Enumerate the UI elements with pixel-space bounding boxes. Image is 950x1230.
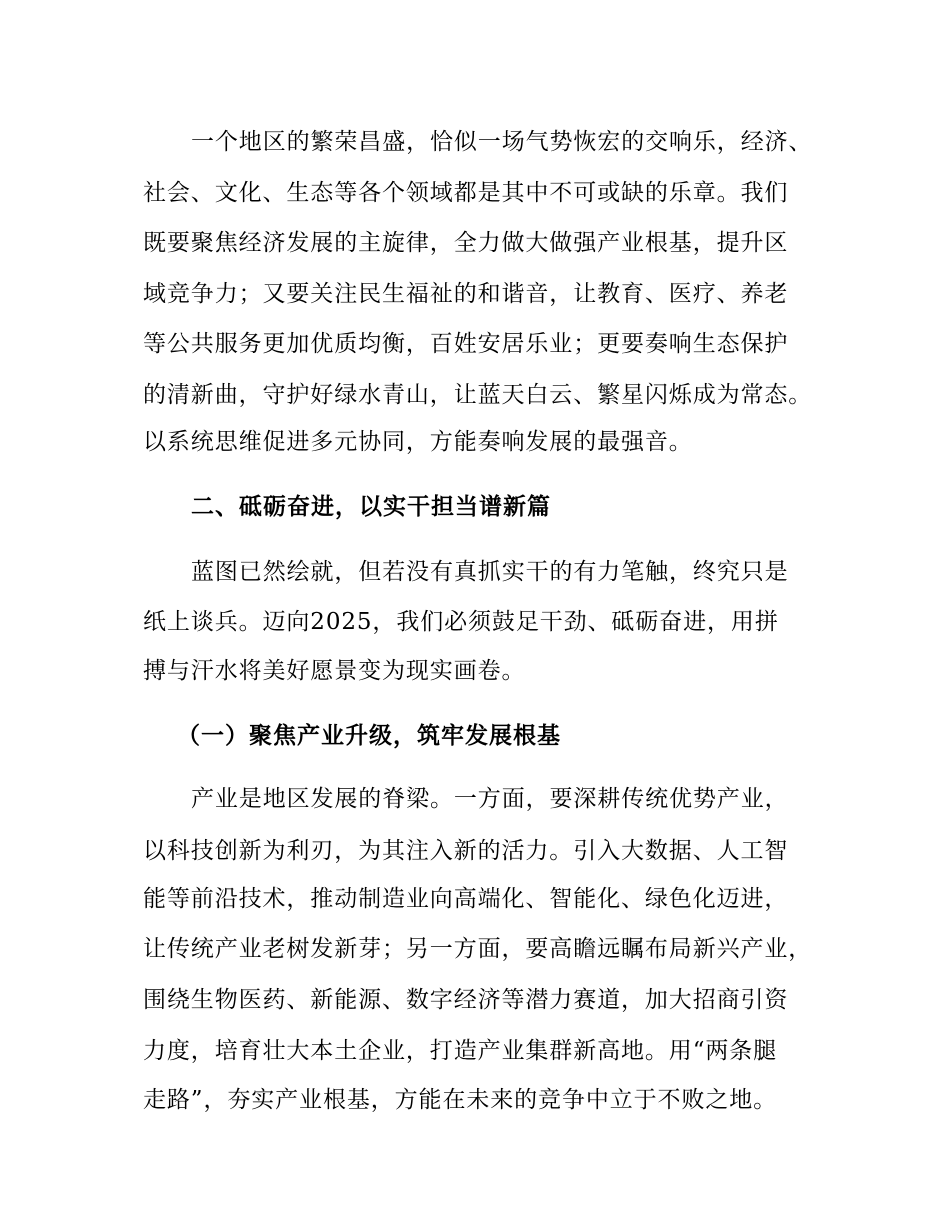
section-heading: 二、砥砺奋进，以实干担当谱新篇: [191, 494, 551, 520]
paragraph-3-line-1: 产业是地区发展的脊梁。一方面，要深耕传统优势产业，: [191, 786, 789, 812]
subsection-heading: （一）聚焦产业升级，筑牢发展根基: [177, 723, 561, 749]
paragraph-2-line-1: 蓝图已然绘就，但若没有真抓实干的有力笔触，终究只是: [191, 559, 789, 585]
paragraph-3-line-4: 让传统产业老树发新芽；另一方面，要高瞻远瞩布局新兴产业，: [143, 936, 813, 962]
paragraph-2-line-3: 搏与汗水将美好愿景变为现实画卷。: [143, 658, 526, 684]
paragraph-3-line-3: 能等前沿技术，推动制造业向高端化、智能化、绿色化迈进，: [143, 886, 789, 912]
paragraph-1-line-7: 以系统思维促进多元协同，方能奏响发展的最强音。: [143, 429, 693, 455]
paragraph-1-line-1: 一个地区的繁荣昌盛，恰似一场气势恢宏的交响乐，经济、: [191, 129, 813, 155]
paragraph-3-line-7: 走路”，夯实产业根基，方能在未来的竞争中立于不败之地。: [143, 1087, 778, 1113]
paragraph-1-line-4: 域竞争力；又要关注民生福祉的和谐音，让教育、医疗、养老: [143, 281, 789, 307]
paragraph-1-line-6: 的清新曲，守护好绿水青山，让蓝天白云、繁星闪烁成为常态。: [143, 382, 813, 408]
paragraph-1-line-5: 等公共服务更加优质均衡，百姓安居乐业；更要奏响生态保护: [143, 331, 789, 357]
paragraph-3-line-6: 力度，培育壮大本土企业，打造产业集群新高地。用“两条腿: [143, 1038, 778, 1064]
paragraph-3-line-5: 围绕生物医药、新能源、数字经济等潜力赛道，加大招商引资: [143, 987, 789, 1013]
paragraph-1-line-2: 社会、文化、生态等各个领域都是其中不可或缺的乐章。我们: [143, 180, 789, 206]
paragraph-1-line-3: 既要聚焦经济发展的主旋律，全力做大做强产业根基，提升区: [143, 230, 789, 256]
paragraph-3-line-2: 以科技创新为利刃，为其注入新的活力。引入大数据、人工智: [143, 838, 789, 864]
paragraph-2-line-2: 纸上谈兵。迈向2025，我们必须鼓足干劲、砥砺奋进，用拼: [143, 609, 779, 635]
